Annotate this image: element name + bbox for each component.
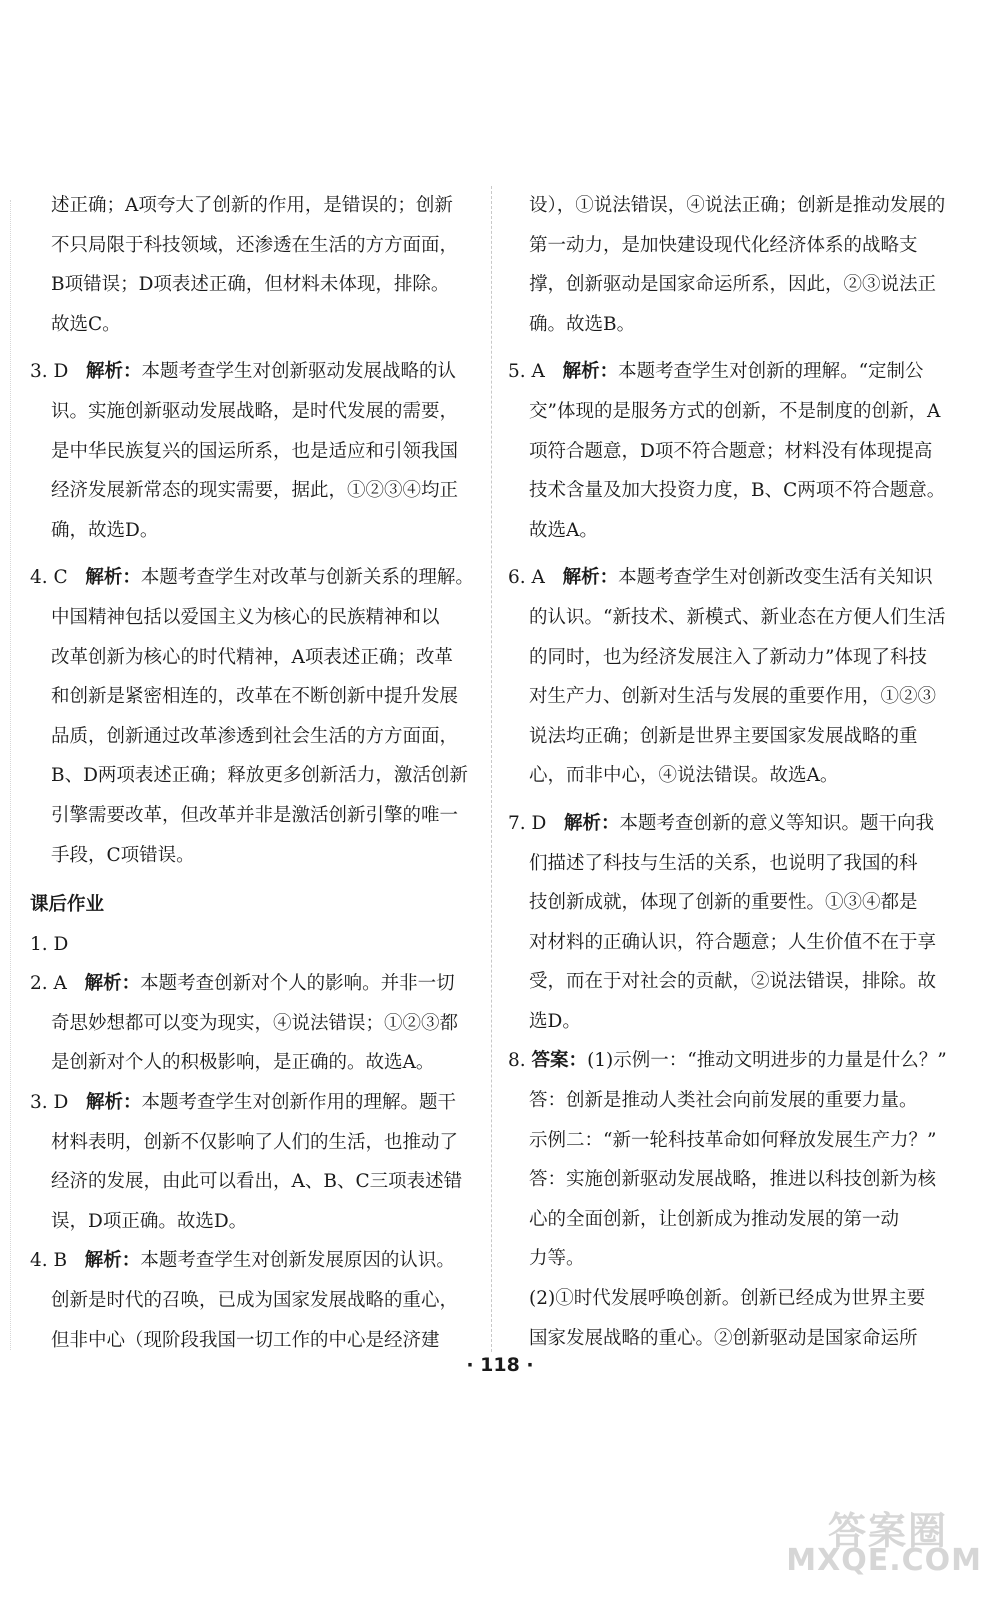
text-line: 品质，创新通过改革渗透到社会生活的方方面面，	[51, 725, 459, 747]
text-line: 示例二：“新一轮科技革命如何释放发展生产力？”	[529, 1129, 937, 1151]
text-line: B、D两项表述正确；释放更多创新活力，激活创新	[51, 765, 468, 787]
text-line: 和创新是紧密相连的，改革在不断创新中提升发展	[51, 686, 459, 708]
text-line: 误，D项正确。故选D。	[51, 1210, 248, 1232]
text-line: (1)示例一：“推动文明进步的力量是什么？”	[587, 1050, 947, 1072]
text-line: 确。故选B。	[529, 313, 636, 335]
text-line: 述正确；A项夸大了创新的作用，是错误的；创新	[51, 195, 453, 216]
text-line: 本题考查学生对创新的理解。“定制公	[618, 361, 924, 383]
question-number: 3. D	[30, 361, 69, 383]
answer-first-line	[508, 804, 970, 844]
margin-line	[10, 200, 11, 1350]
left-column	[30, 186, 476, 1360]
answer-q8	[508, 1041, 970, 1358]
text-line: 改革创新为核心的时代精神，A项表述正确；改革	[51, 646, 453, 668]
text-line: 本题考查创新对个人的影响。并非一切	[140, 973, 455, 995]
text-line: 手段，C项错误。	[51, 844, 195, 866]
text-line: 项符合题意，D项不符合题意；材料没有体现提高	[529, 440, 933, 462]
analysis-label: 解析：	[562, 361, 619, 383]
text-line: 确，故选D。	[51, 519, 159, 541]
section-title: 课后作业	[30, 894, 105, 916]
text-line: 但非中心（现阶段我国一切工作的中心是经济建	[51, 1329, 440, 1351]
answer-q4	[30, 558, 476, 875]
analysis-label: 解析：	[86, 361, 142, 383]
question-number: 2. A	[30, 973, 67, 995]
text-line: 本题考查学生对改革与创新关系的理解。	[140, 567, 474, 589]
column-divider	[491, 186, 492, 1352]
answer-h2	[30, 964, 476, 1083]
text-line: 第一动力，是加快建设现代化经济体系的战略支	[529, 234, 918, 256]
answer-first-line	[30, 352, 476, 392]
text-line: 力等。	[529, 1248, 585, 1270]
answer-h3	[30, 1083, 476, 1241]
right-column	[508, 186, 970, 1358]
text-line: 本题考查学生对创新改变生活有关知识	[618, 567, 933, 589]
answer-first-line	[508, 1041, 970, 1081]
text-line: 心，而非中心，④说法错误。故选A。	[529, 765, 839, 787]
answer-first-line	[30, 558, 476, 598]
text-line: 的同时，也为经济发展注入了新动力”体现了科技	[529, 646, 927, 668]
text-line: 技创新成就，体现了创新的重要性。①③④都是	[529, 892, 918, 914]
question-number: 4. C	[30, 567, 68, 589]
analysis-label: 解析：	[84, 973, 141, 995]
text-line: 答：创新是推动人类社会向前发展的重要力量。	[529, 1090, 918, 1112]
text-line: 创新是时代的召唤，已成为国家发展战略的重心，	[51, 1290, 459, 1312]
text-line: 的认识。“新技术、新模式、新业态在方便人们生活	[529, 606, 946, 628]
text-line: 奇思妙想都可以变为现实，④说法错误；①②③都	[51, 1012, 459, 1034]
text-line: 是创新对个人的积极影响，是正确的。故选A。	[51, 1052, 435, 1074]
question-number: 8.	[508, 1050, 526, 1072]
watermark	[752, 1500, 982, 1578]
question-number: 4. B	[30, 1250, 68, 1272]
text-line: B项错误；D项表述正确，但材料未体现，排除。	[51, 274, 450, 296]
watermark-url: MXQE.COM	[786, 1543, 982, 1578]
text-line: 交”体现的是服务方式的创新，不是制度的创新，A	[529, 400, 941, 422]
page-number: · 118 ·	[466, 1354, 534, 1376]
continued-answer-right	[508, 186, 970, 344]
answer-first-line	[30, 964, 476, 1004]
text-line: 对材料的正确认识，符合题意；人生价值不在于享	[529, 931, 937, 953]
answer-h4	[30, 1241, 476, 1360]
analysis-label: 解析：	[84, 1250, 141, 1272]
text-line: 不只局限于科技领域，还渗透在生活的方方面面，	[51, 234, 459, 256]
text-line: 受，而在于对社会的贡献，②说法错误，排除。故	[529, 971, 937, 993]
text-line: 经济发展新常态的现实需要，据此，①②③④均正	[51, 480, 459, 502]
text-line: 选D。	[529, 1010, 581, 1032]
text-line: 是中华民族复兴的国运所系，也是适应和引领我国	[51, 440, 459, 462]
text-line: 说法均正确；创新是世界主要国家发展战略的重	[529, 725, 918, 747]
text-line: 故选C。	[51, 313, 121, 335]
text-line: 对生产力、创新对生活与发展的重要作用，①②③	[529, 686, 937, 708]
answer-q5	[508, 352, 970, 550]
text-line: 们描述了科技与生活的关系，也说明了我国的科	[529, 852, 918, 874]
text-line: 心的全面创新，让创新成为推动发展的第一动	[529, 1208, 900, 1230]
question-number: 6. A	[508, 567, 545, 589]
text-line: 国家发展战略的重心。②创新驱动是国家命运所	[529, 1327, 918, 1349]
text-line: 材料表明，创新不仅影响了人们的生活，也推动了	[51, 1131, 459, 1153]
answer-q6	[508, 558, 970, 796]
answer-label: 答案：	[531, 1050, 588, 1072]
text-line: 本题考查学生对创新发展原因的认识。	[140, 1250, 455, 1272]
answer-first-line	[30, 1083, 476, 1123]
analysis-label: 解析：	[564, 812, 620, 834]
watermark-title: 答案圈	[827, 1509, 948, 1553]
text-line: 设），①说法错误，④说法正确；创新是推动发展的	[529, 195, 946, 216]
answer-first-line	[30, 1241, 476, 1281]
text-line: 本题考查学生对创新作用的理解。题干	[141, 1092, 457, 1114]
answer-q3	[30, 352, 476, 550]
analysis-label: 解析：	[562, 567, 619, 589]
text-line: 识。实施创新驱动发展战略，是时代发展的需要，	[51, 400, 459, 422]
text-line: 本题考查创新的意义等知识。题干向我	[619, 812, 935, 834]
question-number: 7. D	[508, 812, 547, 834]
continued-answer-left	[30, 186, 476, 344]
analysis-label: 解析：	[86, 1092, 142, 1114]
analysis-label: 解析：	[85, 567, 141, 589]
text-line: (2)①时代发展呼唤创新。创新已经成为世界主要	[529, 1288, 926, 1310]
answer-q7	[508, 804, 970, 1042]
text-line: 撑，创新驱动是国家命运所系，因此，②③说法正	[529, 274, 937, 296]
text-line: 引擎需要改革，但改革并非是激活创新引擎的唯一	[51, 804, 459, 826]
answer-first-line	[508, 352, 970, 392]
text-line: 经济的发展，由此可以看出，A、B、C三项表述错	[51, 1171, 463, 1193]
text-line: 故选A。	[529, 519, 598, 541]
text-line: 中国精神包括以爱国主义为核心的民族精神和以	[51, 606, 440, 628]
answer-h1	[30, 925, 476, 965]
text-line: 本题考查学生对创新驱动发展战略的认	[141, 361, 457, 383]
question-number: 1. D	[30, 933, 69, 955]
answer-first-line	[508, 558, 970, 598]
question-number: 3. D	[30, 1092, 69, 1114]
text-line: 技术含量及加大投资力度，B、C两项不符合题意。	[529, 480, 946, 502]
text-line: 答：实施创新驱动发展战略，推进以科技创新为核	[529, 1169, 937, 1191]
question-number: 5. A	[508, 361, 545, 383]
